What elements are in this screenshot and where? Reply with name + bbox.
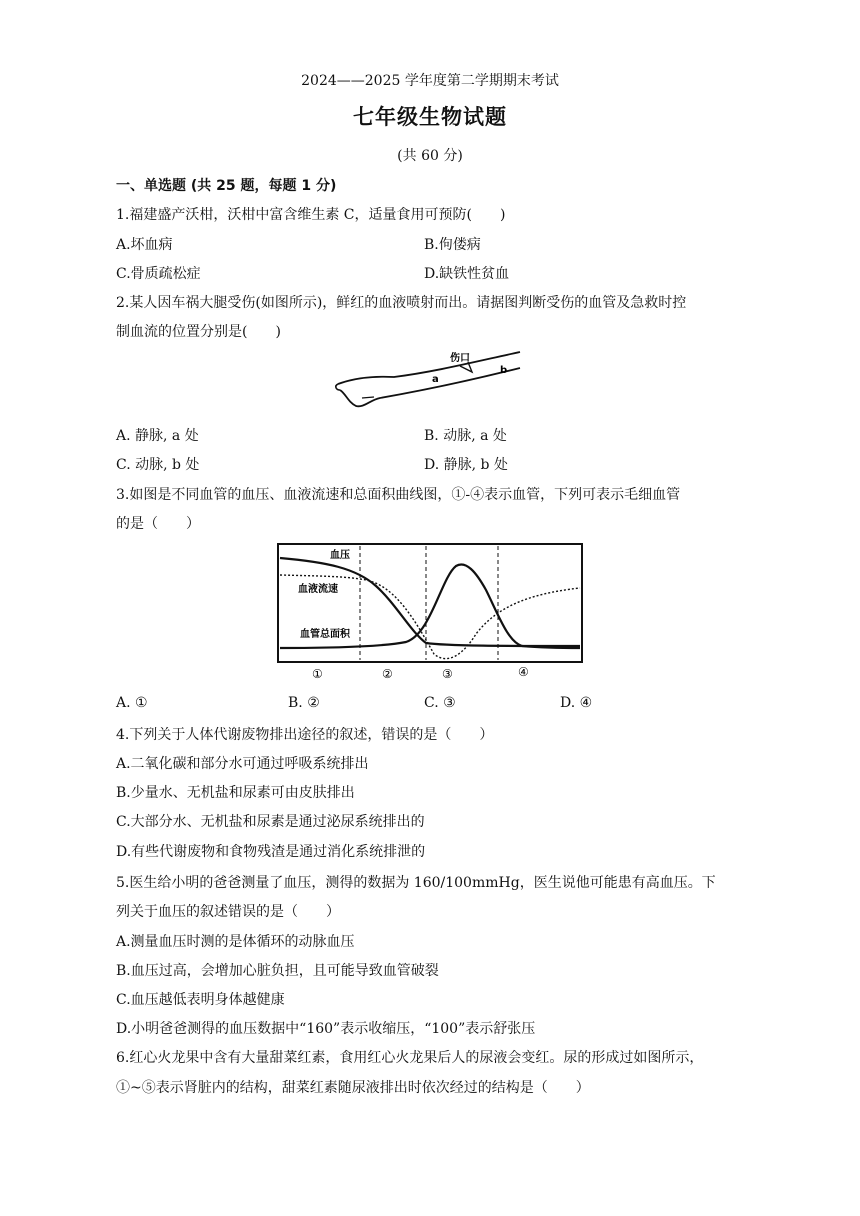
question-3-stem-line-2: 的是（ ） [116,516,200,532]
section-heading: 一、单选题 (共 25 题，每题 1 分) [116,178,337,194]
question-1-stem: 1.福建盛产沃柑，沃柑中富含维生素 C，适量食用可预防( ) [116,207,506,223]
q3-option-d: D. ④ [560,695,593,711]
q5-option-a: A.测量血压时测的是体循环的动脉血压 [116,934,355,950]
question-3-stem-line-1: 3.如图是不同血管的血压、血液流速和总面积曲线图，①-④表示血管，下列可表示毛细血管 [116,487,681,503]
blood-vessel-curve-figure [276,542,586,684]
q5-option-b: B.血压过高，会增加心脏负担，且可能导致血管破裂 [116,963,439,979]
exam-term: 2024——2025 学年度第二学期期末考试 [301,73,559,89]
question-6-stem-line-2: ①~⑤表示肾脏内的结构，甜菜红素随尿液排出时依次经过的结构是（ ） [116,1080,590,1096]
q1-option-d: D.缺铁性贫血 [424,266,510,282]
q2-option-a: A. 静脉, a 处 [116,428,199,444]
question-5-stem-line-2: 列关于血压的叙述错误的是（ ） [116,904,340,920]
leg-outline-lower [340,368,520,406]
question-6-stem-line-1: 6.红心火龙果中含有大量甜菜红素，食用红心火龙果后人的尿液会变红。尿的形成过如图所示， [116,1050,704,1066]
pressure-label: 血压 [330,550,350,561]
q4-option-b: B.少量水、无机盐和尿素可由皮肤排出 [116,785,355,801]
q3-option-c: C. ③ [424,695,456,711]
q4-option-d: D.有些代谢废物和食物残渣是通过消化系统排泄的 [116,844,426,860]
q1-option-a: A.坏血病 [116,237,173,253]
point-a-label: a [432,374,439,385]
q2-option-c: C. 动脉, b 处 [116,457,200,473]
foot-outline [336,384,340,390]
vessel-4-label: ④ [518,665,529,679]
q2-option-b: B. 动脉, a 处 [424,428,507,444]
q5-option-d: D.小明爸爸测得的血压数据中“160”表示收缩压，“100”表示舒张压 [116,1021,536,1037]
q4-option-c: C.大部分水、无机盐和尿素是通过泌尿系统排出的 [116,814,425,830]
q3-option-b: B. ② [288,695,320,711]
question-2-stem-line-2: 制血流的位置分别是( ) [116,324,281,340]
question-2-stem-line-1: 2.某人因车祸大腿受伤(如图所示)，鲜红的血液喷射而出。请据图判断受伤的血管及急救时控 [116,295,687,311]
vessel-1-label: ① [312,667,323,681]
vessel-3-label: ③ [442,667,453,681]
area-label: 血管总面积 [300,629,350,640]
leg-outline-upper [338,352,520,384]
flow-label: 血液流速 [298,584,338,595]
wound-label: 伤口 [450,353,470,364]
vessel-2-label: ② [382,667,393,681]
q1-option-c: C.骨质疏松症 [116,266,201,282]
knee-mark [362,397,374,398]
q1-option-b: B.佝偻病 [424,237,481,253]
leg-injury-figure [334,348,524,412]
point-b-label: b [500,365,508,376]
q4-option-a: A.二氧化碳和部分水可通过呼吸系统排出 [116,756,369,772]
question-4-stem: 4.下列关于人体代谢废物排出途径的叙述，错误的是（ ） [116,727,494,743]
question-5-stem-line-1: 5.医生给小明的爸爸测量了血压，测得的数据为 160/100mmHg，医生说他可能患有高血压。下 [116,875,716,891]
q2-option-d: D. 静脉, b 处 [424,457,508,473]
exam-title: 七年级生物试题 [353,105,507,129]
exam-score: (共 60 分) [397,148,463,164]
q3-option-a: A. ① [116,695,148,711]
q5-option-c: C.血压越低表明身体越健康 [116,992,285,1008]
